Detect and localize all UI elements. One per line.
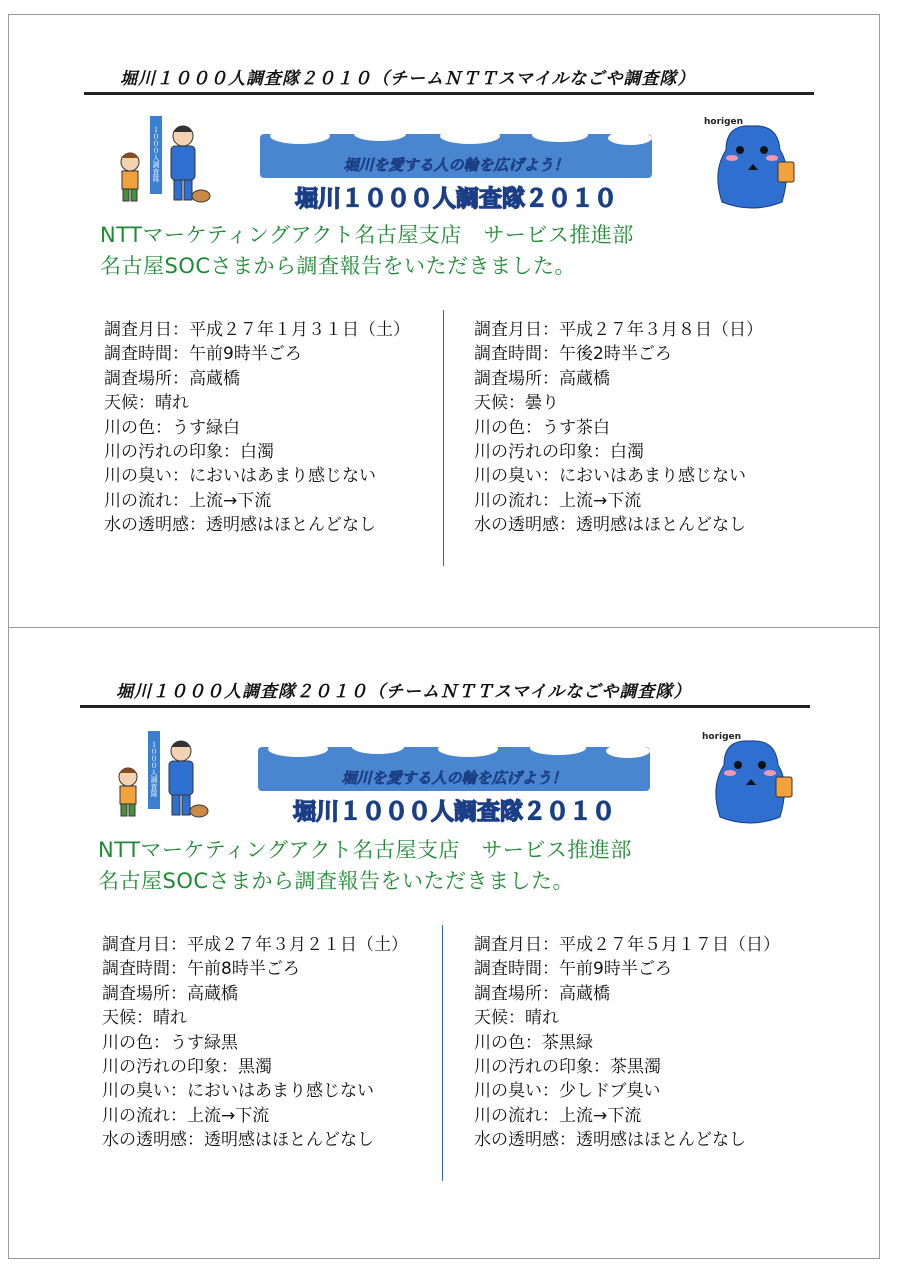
card-header: 堀川１０００人調査隊２０１０（チームＮＴＴスマイルなごや調査隊） (120, 69, 696, 89)
mascot-label: horigen (702, 732, 742, 742)
banner-title: 堀川１０００人調査隊２０１０ (295, 186, 617, 212)
weather: 天候：晴れ (102, 1008, 187, 1029)
pollution-impression: 川の汚れの印象：白濁 (474, 442, 644, 463)
banner-slogan: 堀川を愛する人の輪を広げよう！ (343, 156, 569, 174)
survey-place: 調査場所：高蔵橋 (104, 368, 240, 389)
header-rule (84, 92, 814, 95)
survey-date: 調査月日：平成２７年５月１７日（日） (474, 935, 780, 955)
report-card-1 (8, 14, 880, 624)
organization-text (98, 835, 632, 897)
org-line-1: NTTマーケティングアクト名古屋支店 サービス推進部 (98, 838, 632, 862)
event-banner (260, 126, 652, 218)
water-clarity: 水の透明感：透明感はほとんどなし (474, 515, 746, 536)
banner-title: 堀川１０００人調査隊２０１０ (293, 799, 615, 825)
river-color: 川の色：うす緑黒 (102, 1032, 238, 1053)
organization-text (100, 220, 634, 282)
river-flow: 川の流れ：上流→下流 (104, 490, 272, 511)
event-banner (258, 739, 650, 831)
water-clarity: 水の透明感：透明感はほとんどなし (104, 515, 376, 536)
river-flow: 川の流れ：上流→下流 (474, 490, 642, 511)
weather: 天候：曇り (474, 393, 559, 414)
column-divider (443, 310, 444, 566)
river-color: 川の色：うす緑白 (104, 417, 240, 438)
survey-date: 調査月日：平成２７年１月３１日（土） (104, 320, 410, 340)
survey-time: 調査時間：午前8時半ごろ (102, 959, 300, 980)
survey-time: 調査時間：午後2時半ごろ (474, 344, 672, 365)
survey-time: 調査時間：午前9時半ごろ (474, 959, 672, 980)
report-card-2 (8, 629, 880, 1239)
water-clarity: 水の透明感：透明感はほとんどなし (474, 1130, 746, 1151)
pollution-impression: 川の汚れの印象：黒濁 (102, 1057, 272, 1078)
survey-report-left (102, 933, 408, 1153)
card-divider (8, 627, 880, 628)
survey-place: 調査場所：高蔵橋 (474, 983, 610, 1004)
org-line-2: 名古屋SOCさまから調査報告をいただきました。 (100, 254, 577, 278)
survey-date: 調査月日：平成２７年３月２１日（土） (102, 935, 408, 955)
river-color: 川の色：うす茶白 (474, 417, 610, 438)
org-line-1: NTTマーケティングアクト名古屋支店 サービス推進部 (100, 223, 634, 247)
survey-report-left (104, 318, 410, 538)
river-smell: 川の臭い：においはあまり感じない (104, 466, 376, 487)
weather: 天候：晴れ (474, 1008, 559, 1029)
river-smell: 川の臭い：においはあまり感じない (474, 466, 746, 487)
survey-kids-mascot-icon (108, 114, 218, 214)
river-color: 川の色：茶黒緑 (474, 1032, 593, 1053)
pollution-impression: 川の汚れの印象：茶黒濁 (474, 1057, 661, 1078)
horigen-mascot-icon (694, 725, 804, 833)
river-smell: 川の臭い：においはあまり感じない (102, 1081, 374, 1102)
survey-date: 調査月日：平成２７年３月８日（日） (474, 320, 763, 340)
banner-slogan: 堀川を愛する人の輪を広げよう！ (341, 769, 567, 787)
pollution-impression: 川の汚れの印象：白濁 (104, 442, 274, 463)
card-header: 堀川１０００人調査隊２０１０（チームＮＴＴスマイルなごや調査隊） (116, 682, 692, 702)
survey-place: 調査場所：高蔵橋 (102, 983, 238, 1004)
survey-kids-mascot-icon (106, 729, 216, 829)
river-flow: 川の流れ：上流→下流 (102, 1105, 270, 1126)
survey-place: 調査場所：高蔵橋 (474, 368, 610, 389)
weather: 天候：晴れ (104, 393, 189, 414)
flag-text: １０００人調査隊 (150, 741, 158, 797)
header-rule (80, 705, 810, 708)
survey-report-right (474, 318, 763, 538)
column-divider (442, 925, 443, 1181)
org-line-2: 名古屋SOCさまから調査報告をいただきました。 (98, 869, 575, 893)
water-clarity: 水の透明感：透明感はほとんどなし (102, 1130, 374, 1151)
mascot-label: horigen (704, 117, 744, 127)
survey-report-right (474, 933, 780, 1153)
horigen-mascot-icon (696, 110, 806, 218)
survey-time: 調査時間：午前9時半ごろ (104, 344, 302, 365)
flag-text: １０００人調査隊 (152, 126, 160, 182)
river-flow: 川の流れ：上流→下流 (474, 1105, 642, 1126)
river-smell: 川の臭い：少しドブ臭い (474, 1081, 661, 1102)
